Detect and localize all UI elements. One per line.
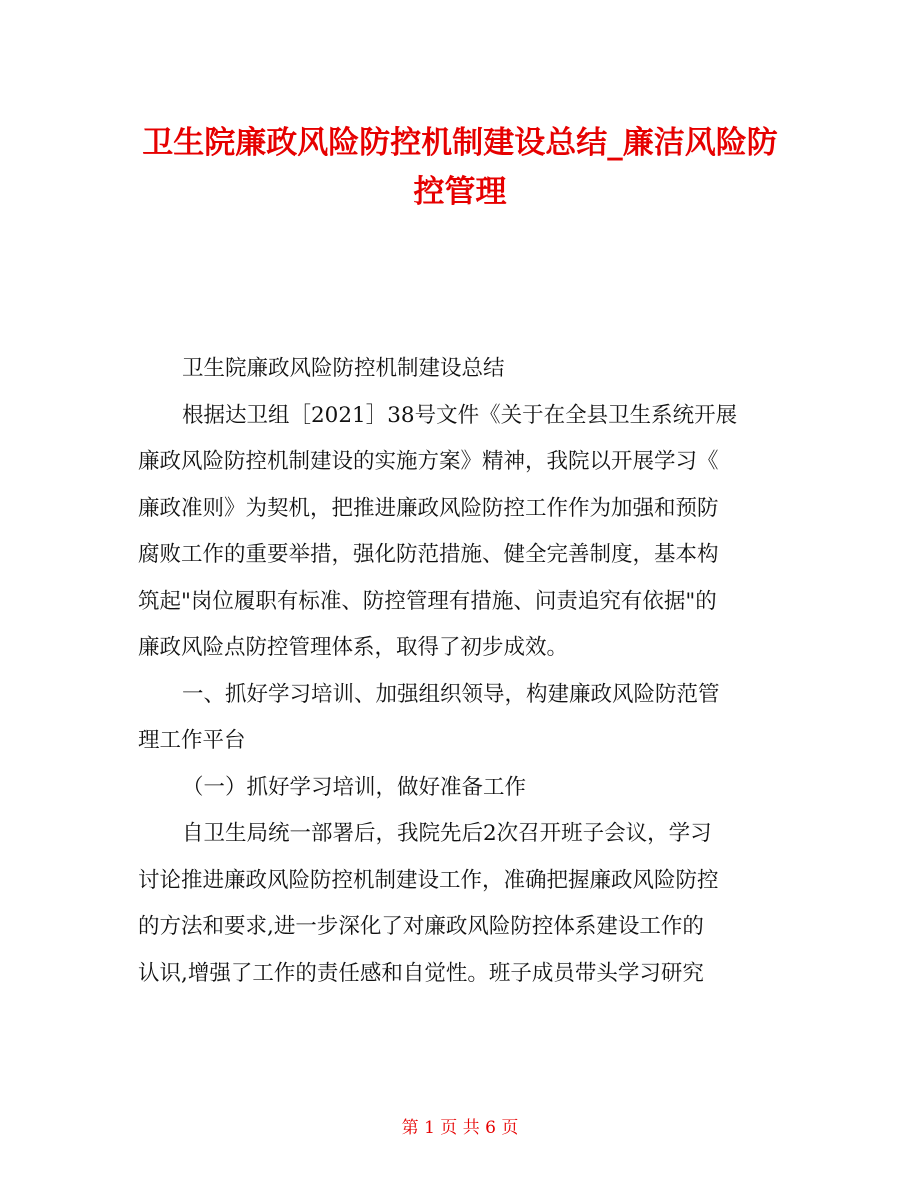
body-line: 讨论推进廉政风险防控机制建设工作，准确把握廉政风险防控: [138, 867, 719, 893]
body-line: 卫生院廉政风险防控机制建设总结: [182, 356, 505, 381]
body-line: 认识,增强了工作的责任感和自觉性。班子成员带头学习研究: [138, 960, 704, 986]
body-line: （一）抓好学习培训，做好准备工作: [182, 774, 527, 800]
body-line: 筑起"岗位履职有标准、防控管理有措施、问责追究有依据"的: [138, 588, 717, 614]
document-title-line-1: 卫生院廉政风险防控机制建设总结_廉洁风险防: [142, 125, 778, 161]
body-line: 自卫生局统一部署后，我院先后2次召开班子会议，学习: [182, 821, 712, 846]
document-body: [138, 346, 788, 997]
body-line: 廉政准则》为契机，把推进廉政风险防控工作作为加强和预防: [138, 495, 719, 521]
body-line: 廉政风险点防控管理体系，取得了初步成效。: [138, 635, 569, 660]
page-footer: 第 1 页 共 6 页: [401, 1118, 519, 1138]
body-line: 廉政风险防控机制建设的实施方案》精神，我院以开展学习《: [138, 449, 719, 474]
body-line: 一、抓好学习培训、加强组织领导，构建廉政风险防范管: [182, 681, 720, 707]
body-line: 的方法和要求,进一步深化了对廉政风险防控体系建设工作的: [138, 914, 704, 939]
body-line: 腐败工作的重要举措，强化防范措施、健全完善制度，基本构: [138, 542, 719, 567]
body-line: 根据达卫组［2021］38号文件《关于在全县卫生系统开展: [182, 402, 738, 428]
document-title-line-2: 控管理: [413, 174, 507, 210]
body-line: 理工作平台: [138, 728, 246, 753]
